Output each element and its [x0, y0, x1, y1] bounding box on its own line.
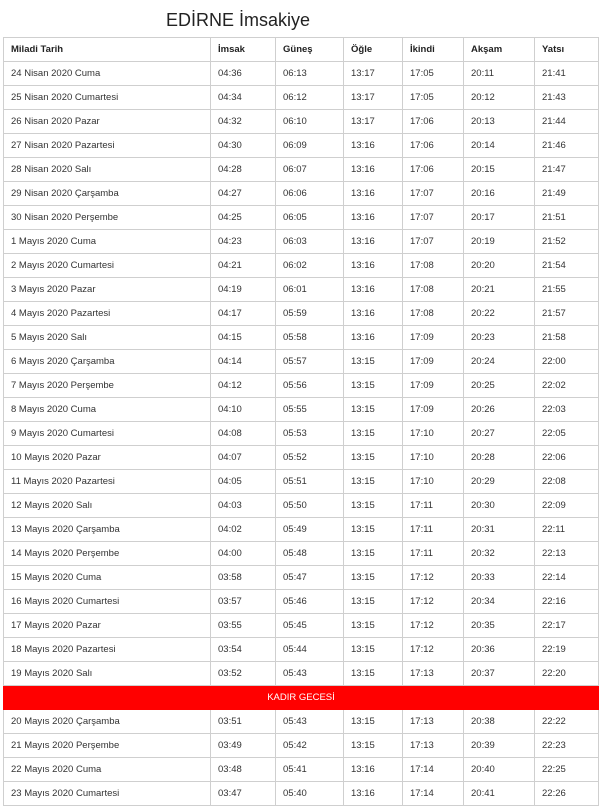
imsak-cell: 03:57 — [211, 590, 276, 614]
yatsi-cell: 22:14 — [535, 566, 599, 590]
yatsi-cell: 21:49 — [535, 182, 599, 206]
imsak-cell: 04:10 — [211, 398, 276, 422]
gunes-cell: 05:43 — [276, 710, 344, 734]
imsak-cell: 04:05 — [211, 470, 276, 494]
header-ogle: Öğle — [344, 38, 403, 62]
ikindi-cell: 17:12 — [403, 566, 464, 590]
imsak-cell: 04:00 — [211, 542, 276, 566]
date-cell: 10 Mayıs 2020 Pazar — [4, 446, 211, 470]
gunes-cell: 06:01 — [276, 278, 344, 302]
aksam-cell: 20:29 — [464, 470, 535, 494]
aksam-cell: 20:13 — [464, 110, 535, 134]
imsak-cell: 03:49 — [211, 734, 276, 758]
yatsi-cell: 22:03 — [535, 398, 599, 422]
date-cell: 30 Nisan 2020 Perşembe — [4, 206, 211, 230]
yatsi-cell: 22:17 — [535, 614, 599, 638]
date-cell: 14 Mayıs 2020 Perşembe — [4, 542, 211, 566]
yatsi-cell: 22:22 — [535, 710, 599, 734]
imsak-cell: 03:54 — [211, 638, 276, 662]
date-cell: 24 Nisan 2020 Cuma — [4, 62, 211, 86]
imsak-cell: 03:58 — [211, 566, 276, 590]
gunes-cell: 05:42 — [276, 734, 344, 758]
ikindi-cell: 17:08 — [403, 278, 464, 302]
ikindi-cell: 17:11 — [403, 518, 464, 542]
table-row — [4, 326, 599, 350]
yatsi-cell: 22:09 — [535, 494, 599, 518]
gunes-cell: 05:45 — [276, 614, 344, 638]
ikindi-cell: 17:05 — [403, 62, 464, 86]
imsak-cell: 04:21 — [211, 254, 276, 278]
imsak-cell: 03:48 — [211, 758, 276, 782]
date-cell: 19 Mayıs 2020 Salı — [4, 662, 211, 686]
date-cell: 26 Nisan 2020 Pazar — [4, 110, 211, 134]
table-row — [4, 758, 599, 782]
yatsi-cell: 21:47 — [535, 158, 599, 182]
ogle-cell: 13:15 — [344, 446, 403, 470]
aksam-cell: 20:21 — [464, 278, 535, 302]
aksam-cell: 20:15 — [464, 158, 535, 182]
ikindi-cell: 17:10 — [403, 446, 464, 470]
gunes-cell: 05:56 — [276, 374, 344, 398]
aksam-cell: 20:32 — [464, 542, 535, 566]
table-row — [4, 590, 599, 614]
ogle-cell: 13:15 — [344, 542, 403, 566]
table-row — [4, 398, 599, 422]
ogle-cell: 13:15 — [344, 590, 403, 614]
ogle-cell: 13:15 — [344, 734, 403, 758]
imsak-cell: 04:25 — [211, 206, 276, 230]
yatsi-cell: 21:46 — [535, 134, 599, 158]
yatsi-cell: 22:26 — [535, 782, 599, 806]
ikindi-cell: 17:08 — [403, 254, 464, 278]
aksam-cell: 20:19 — [464, 230, 535, 254]
table-row — [4, 734, 599, 758]
table-row — [4, 566, 599, 590]
ogle-cell: 13:17 — [344, 110, 403, 134]
ogle-cell: 13:15 — [344, 470, 403, 494]
imsak-cell: 04:27 — [211, 182, 276, 206]
imsakiye-table-container — [3, 37, 598, 806]
table-row — [4, 158, 599, 182]
yatsi-cell: 22:16 — [535, 590, 599, 614]
imsakiye-table — [3, 37, 599, 806]
yatsi-cell: 21:51 — [535, 206, 599, 230]
date-cell: 22 Mayıs 2020 Cuma — [4, 758, 211, 782]
gunes-cell: 06:12 — [276, 86, 344, 110]
yatsi-cell: 21:44 — [535, 110, 599, 134]
ogle-cell: 13:15 — [344, 518, 403, 542]
table-row — [4, 614, 599, 638]
imsak-cell: 04:08 — [211, 422, 276, 446]
imsak-cell: 04:17 — [211, 302, 276, 326]
imsak-cell: 04:15 — [211, 326, 276, 350]
ogle-cell: 13:16 — [344, 758, 403, 782]
aksam-cell: 20:34 — [464, 590, 535, 614]
date-cell: 8 Mayıs 2020 Cuma — [4, 398, 211, 422]
ogle-cell: 13:16 — [344, 782, 403, 806]
date-cell: 27 Nisan 2020 Pazartesi — [4, 134, 211, 158]
date-cell: 11 Mayıs 2020 Pazartesi — [4, 470, 211, 494]
table-row — [4, 86, 599, 110]
ogle-cell: 13:15 — [344, 638, 403, 662]
ogle-cell: 13:16 — [344, 230, 403, 254]
aksam-cell: 20:39 — [464, 734, 535, 758]
ogle-cell: 13:17 — [344, 62, 403, 86]
aksam-cell: 20:33 — [464, 566, 535, 590]
table-row — [4, 302, 599, 326]
header-imsak: İmsak — [211, 38, 276, 62]
ikindi-cell: 17:08 — [403, 302, 464, 326]
ogle-cell: 13:16 — [344, 182, 403, 206]
yatsi-cell: 22:06 — [535, 446, 599, 470]
aksam-cell: 20:36 — [464, 638, 535, 662]
yatsi-cell: 22:20 — [535, 662, 599, 686]
ogle-cell: 13:16 — [344, 278, 403, 302]
table-row — [4, 518, 599, 542]
header-miladi-tarih: Miladi Tarih — [4, 38, 211, 62]
aksam-cell: 20:38 — [464, 710, 535, 734]
ikindi-cell: 17:14 — [403, 758, 464, 782]
ikindi-cell: 17:13 — [403, 710, 464, 734]
gunes-cell: 05:40 — [276, 782, 344, 806]
table-row — [4, 422, 599, 446]
aksam-cell: 20:26 — [464, 398, 535, 422]
gunes-cell: 06:02 — [276, 254, 344, 278]
ikindi-cell: 17:11 — [403, 494, 464, 518]
date-cell: 16 Mayıs 2020 Cumartesi — [4, 590, 211, 614]
date-cell: 12 Mayıs 2020 Salı — [4, 494, 211, 518]
yatsi-cell: 22:23 — [535, 734, 599, 758]
ikindi-cell: 17:12 — [403, 638, 464, 662]
aksam-cell: 20:14 — [464, 134, 535, 158]
yatsi-cell: 21:52 — [535, 230, 599, 254]
gunes-cell: 06:03 — [276, 230, 344, 254]
ikindi-cell: 17:07 — [403, 230, 464, 254]
ikindi-cell: 17:06 — [403, 158, 464, 182]
table-row — [4, 542, 599, 566]
imsak-cell: 04:07 — [211, 446, 276, 470]
imsak-cell: 04:19 — [211, 278, 276, 302]
ikindi-cell: 17:06 — [403, 110, 464, 134]
aksam-cell: 20:40 — [464, 758, 535, 782]
date-cell: 5 Mayıs 2020 Salı — [4, 326, 211, 350]
yatsi-cell: 21:54 — [535, 254, 599, 278]
ogle-cell: 13:16 — [344, 254, 403, 278]
ikindi-cell: 17:05 — [403, 86, 464, 110]
ogle-cell: 13:15 — [344, 566, 403, 590]
date-cell: 21 Mayıs 2020 Perşembe — [4, 734, 211, 758]
table-row — [4, 254, 599, 278]
gunes-cell: 06:06 — [276, 182, 344, 206]
ogle-cell: 13:15 — [344, 494, 403, 518]
imsak-cell: 04:23 — [211, 230, 276, 254]
imsak-cell: 04:34 — [211, 86, 276, 110]
gunes-cell: 05:59 — [276, 302, 344, 326]
yatsi-cell: 22:25 — [535, 758, 599, 782]
aksam-cell: 20:30 — [464, 494, 535, 518]
aksam-cell: 20:22 — [464, 302, 535, 326]
special-row-kadir-gecesi — [4, 686, 599, 710]
gunes-cell: 05:51 — [276, 470, 344, 494]
date-cell: 13 Mayıs 2020 Çarşamba — [4, 518, 211, 542]
date-cell: 25 Nisan 2020 Cumartesi — [4, 86, 211, 110]
ogle-cell: 13:16 — [344, 302, 403, 326]
imsak-cell: 04:14 — [211, 350, 276, 374]
gunes-cell: 06:10 — [276, 110, 344, 134]
date-cell: 17 Mayıs 2020 Pazar — [4, 614, 211, 638]
yatsi-cell: 22:19 — [535, 638, 599, 662]
gunes-cell: 05:53 — [276, 422, 344, 446]
date-cell: 3 Mayıs 2020 Pazar — [4, 278, 211, 302]
gunes-cell: 06:07 — [276, 158, 344, 182]
yatsi-cell: 22:13 — [535, 542, 599, 566]
ogle-cell: 13:15 — [344, 350, 403, 374]
ikindi-cell: 17:10 — [403, 470, 464, 494]
ogle-cell: 13:15 — [344, 422, 403, 446]
table-row — [4, 470, 599, 494]
gunes-cell: 05:46 — [276, 590, 344, 614]
imsak-cell: 04:28 — [211, 158, 276, 182]
table-row — [4, 446, 599, 470]
page-title: EDİRNE İmsakiye — [166, 10, 311, 30]
imsak-cell: 03:51 — [211, 710, 276, 734]
date-cell: 20 Mayıs 2020 Çarşamba — [4, 710, 211, 734]
yatsi-cell: 21:58 — [535, 326, 599, 350]
header-aksam: Akşam — [464, 38, 535, 62]
ikindi-cell: 17:09 — [403, 326, 464, 350]
aksam-cell: 20:41 — [464, 782, 535, 806]
date-cell: 9 Mayıs 2020 Cumartesi — [4, 422, 211, 446]
yatsi-cell: 22:00 — [535, 350, 599, 374]
table-row — [4, 62, 599, 86]
gunes-cell: 05:58 — [276, 326, 344, 350]
imsak-cell: 04:12 — [211, 374, 276, 398]
gunes-cell: 05:48 — [276, 542, 344, 566]
yatsi-cell: 21:41 — [535, 62, 599, 86]
header-ikindi: İkindi — [403, 38, 464, 62]
ogle-cell: 13:15 — [344, 710, 403, 734]
ikindi-cell: 17:13 — [403, 662, 464, 686]
table-row — [4, 230, 599, 254]
gunes-cell: 05:57 — [276, 350, 344, 374]
ogle-cell: 13:16 — [344, 158, 403, 182]
ogle-cell: 13:15 — [344, 614, 403, 638]
yatsi-cell: 22:08 — [535, 470, 599, 494]
aksam-cell: 20:11 — [464, 62, 535, 86]
table-row — [4, 278, 599, 302]
imsak-cell: 04:03 — [211, 494, 276, 518]
gunes-cell: 05:50 — [276, 494, 344, 518]
yatsi-cell: 22:02 — [535, 374, 599, 398]
ogle-cell: 13:17 — [344, 86, 403, 110]
date-cell: 28 Nisan 2020 Salı — [4, 158, 211, 182]
ikindi-cell: 17:13 — [403, 734, 464, 758]
special-row-label: KADIR GECESİ — [4, 686, 599, 710]
date-cell: 7 Mayıs 2020 Perşembe — [4, 374, 211, 398]
header-gunes: Güneş — [276, 38, 344, 62]
aksam-cell: 20:12 — [464, 86, 535, 110]
ikindi-cell: 17:14 — [403, 782, 464, 806]
gunes-cell: 05:49 — [276, 518, 344, 542]
ikindi-cell: 17:06 — [403, 134, 464, 158]
aksam-cell: 20:31 — [464, 518, 535, 542]
aksam-cell: 20:25 — [464, 374, 535, 398]
imsak-cell: 04:30 — [211, 134, 276, 158]
ikindi-cell: 17:11 — [403, 542, 464, 566]
yatsi-cell: 21:55 — [535, 278, 599, 302]
aksam-cell: 20:17 — [464, 206, 535, 230]
date-cell: 4 Mayıs 2020 Pazartesi — [4, 302, 211, 326]
gunes-cell: 05:55 — [276, 398, 344, 422]
table-row — [4, 182, 599, 206]
ogle-cell: 13:15 — [344, 398, 403, 422]
table-body — [4, 62, 599, 806]
imsak-cell: 03:55 — [211, 614, 276, 638]
ikindi-cell: 17:07 — [403, 182, 464, 206]
gunes-cell: 05:41 — [276, 758, 344, 782]
imsak-cell: 04:02 — [211, 518, 276, 542]
ikindi-cell: 17:09 — [403, 350, 464, 374]
gunes-cell: 05:52 — [276, 446, 344, 470]
yatsi-cell: 21:57 — [535, 302, 599, 326]
table-row — [4, 782, 599, 806]
imsak-cell: 04:36 — [211, 62, 276, 86]
ikindi-cell: 17:07 — [403, 206, 464, 230]
ogle-cell: 13:16 — [344, 206, 403, 230]
gunes-cell: 05:43 — [276, 662, 344, 686]
ogle-cell: 13:16 — [344, 326, 403, 350]
gunes-cell: 06:05 — [276, 206, 344, 230]
yatsi-cell: 22:05 — [535, 422, 599, 446]
date-cell: 29 Nisan 2020 Çarşamba — [4, 182, 211, 206]
date-cell: 2 Mayıs 2020 Cumartesi — [4, 254, 211, 278]
table-row — [4, 662, 599, 686]
aksam-cell: 20:24 — [464, 350, 535, 374]
ikindi-cell: 17:09 — [403, 374, 464, 398]
aksam-cell: 20:16 — [464, 182, 535, 206]
imsak-cell: 03:52 — [211, 662, 276, 686]
ogle-cell: 13:15 — [344, 374, 403, 398]
ikindi-cell: 17:09 — [403, 398, 464, 422]
aksam-cell: 20:27 — [464, 422, 535, 446]
table-row — [4, 350, 599, 374]
gunes-cell: 05:47 — [276, 566, 344, 590]
table-header-row — [4, 38, 599, 62]
yatsi-cell: 22:11 — [535, 518, 599, 542]
aksam-cell: 20:20 — [464, 254, 535, 278]
ogle-cell: 13:15 — [344, 662, 403, 686]
date-cell: 18 Mayıs 2020 Pazartesi — [4, 638, 211, 662]
table-row — [4, 374, 599, 398]
table-row — [4, 110, 599, 134]
ikindi-cell: 17:12 — [403, 614, 464, 638]
date-cell: 6 Mayıs 2020 Çarşamba — [4, 350, 211, 374]
aksam-cell: 20:28 — [464, 446, 535, 470]
imsak-cell: 04:32 — [211, 110, 276, 134]
header-yatsi: Yatsı — [535, 38, 599, 62]
ogle-cell: 13:16 — [344, 134, 403, 158]
table-row — [4, 206, 599, 230]
ikindi-cell: 17:12 — [403, 590, 464, 614]
aksam-cell: 20:35 — [464, 614, 535, 638]
imsak-cell: 03:47 — [211, 782, 276, 806]
aksam-cell: 20:23 — [464, 326, 535, 350]
date-cell: 15 Mayıs 2020 Cuma — [4, 566, 211, 590]
date-cell: 1 Mayıs 2020 Cuma — [4, 230, 211, 254]
date-cell: 23 Mayıs 2020 Cumartesi — [4, 782, 211, 806]
aksam-cell: 20:37 — [464, 662, 535, 686]
yatsi-cell: 21:43 — [535, 86, 599, 110]
gunes-cell: 05:44 — [276, 638, 344, 662]
table-row — [4, 134, 599, 158]
table-row — [4, 494, 599, 518]
table-row — [4, 638, 599, 662]
ikindi-cell: 17:10 — [403, 422, 464, 446]
gunes-cell: 06:13 — [276, 62, 344, 86]
gunes-cell: 06:09 — [276, 134, 344, 158]
table-row — [4, 710, 599, 734]
